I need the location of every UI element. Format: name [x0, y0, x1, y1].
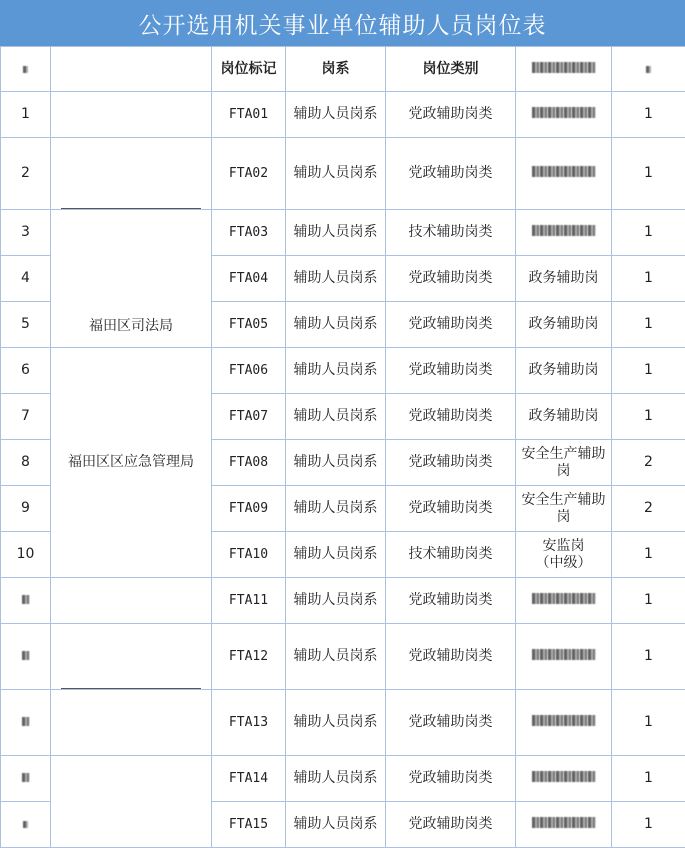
row-category: 党政辅助岗类	[386, 486, 516, 532]
header-row	[1, 47, 685, 92]
row-count: 1	[612, 624, 685, 690]
row-code: FTA01	[212, 92, 286, 138]
row-category: 技术辅助岗类	[386, 210, 516, 256]
row-position-name	[516, 578, 612, 624]
table-row	[1, 756, 685, 802]
row-position-name	[516, 802, 612, 848]
header-dept	[51, 47, 212, 92]
dept-cell	[51, 92, 212, 138]
row-code: FTA04	[212, 256, 286, 302]
row-position-name: 安全生产辅助岗	[516, 440, 612, 486]
row-no: 1	[1, 92, 51, 138]
row-series: 辅助人员岗系	[286, 486, 386, 532]
row-count: 1	[612, 302, 685, 348]
row-count: 1	[612, 92, 685, 138]
table-row	[1, 578, 685, 624]
row-count: 1	[612, 348, 685, 394]
dept-cell	[51, 690, 212, 756]
row-category: 党政辅助岗类	[386, 802, 516, 848]
header-count	[612, 47, 685, 92]
row-count: 1	[612, 138, 685, 210]
row-code: FTA05	[212, 302, 286, 348]
row-code: FTA10	[212, 532, 286, 578]
row-no: 10	[1, 532, 51, 578]
row-no: 6	[1, 348, 51, 394]
positions-table	[0, 46, 685, 848]
row-no: 2	[1, 138, 51, 210]
row-series: 辅助人员岗系	[286, 440, 386, 486]
row-count: 2	[612, 486, 685, 532]
row-code: FTA03	[212, 210, 286, 256]
row-count: 1	[612, 532, 685, 578]
row-no	[1, 624, 51, 690]
row-series: 辅助人员岗系	[286, 256, 386, 302]
table-row	[1, 348, 685, 394]
row-count: 1	[612, 802, 685, 848]
row-no	[1, 802, 51, 848]
row-series: 辅助人员岗系	[286, 532, 386, 578]
row-series: 辅助人员岗系	[286, 690, 386, 756]
row-count: 1	[612, 756, 685, 802]
header-category: 岗位类别	[386, 47, 516, 92]
dept-cell	[51, 578, 212, 624]
row-code: FTA15	[212, 802, 286, 848]
header-position-name	[516, 47, 612, 92]
row-category: 党政辅助岗类	[386, 348, 516, 394]
dept-cell	[51, 624, 212, 690]
row-category: 党政辅助岗类	[386, 578, 516, 624]
row-category: 党政辅助岗类	[386, 302, 516, 348]
header-series: 岗系	[286, 47, 386, 92]
row-category: 党政辅助岗类	[386, 256, 516, 302]
row-no: 8	[1, 440, 51, 486]
row-count: 1	[612, 256, 685, 302]
table-row	[1, 210, 685, 256]
row-category: 党政辅助岗类	[386, 138, 516, 210]
row-series: 辅助人员岗系	[286, 348, 386, 394]
row-series: 辅助人员岗系	[286, 624, 386, 690]
row-code: FTA07	[212, 394, 286, 440]
row-position-name: 安监岗 （中级）	[516, 532, 612, 578]
row-no	[1, 690, 51, 756]
row-category: 党政辅助岗类	[386, 394, 516, 440]
row-series: 辅助人员岗系	[286, 210, 386, 256]
row-code: FTA09	[212, 486, 286, 532]
row-position-name: 政务辅助岗	[516, 348, 612, 394]
row-series: 辅助人员岗系	[286, 578, 386, 624]
row-count: 1	[612, 210, 685, 256]
dept-cell-yingji: 福田区区应急管理局	[51, 348, 212, 578]
header-position-code: 岗位标记	[212, 47, 286, 92]
row-series: 辅助人员岗系	[286, 92, 386, 138]
table-row	[1, 690, 685, 756]
row-code: FTA11	[212, 578, 286, 624]
table-row	[1, 624, 685, 690]
row-position-name: 政务辅助岗	[516, 256, 612, 302]
row-position-name	[516, 756, 612, 802]
row-position-name: 安全生产辅助岗	[516, 486, 612, 532]
dept-cell	[51, 138, 212, 210]
dept-cell-sifa: 福田区司法局	[51, 210, 212, 348]
row-series: 辅助人员岗系	[286, 302, 386, 348]
row-no: 3	[1, 210, 51, 256]
row-category: 党政辅助岗类	[386, 440, 516, 486]
row-code: FTA14	[212, 756, 286, 802]
row-series: 辅助人员岗系	[286, 394, 386, 440]
row-series: 辅助人员岗系	[286, 756, 386, 802]
row-count: 1	[612, 578, 685, 624]
row-no	[1, 578, 51, 624]
row-category: 党政辅助岗类	[386, 756, 516, 802]
row-series: 辅助人员岗系	[286, 138, 386, 210]
row-no: 9	[1, 486, 51, 532]
row-category: 技术辅助岗类	[386, 532, 516, 578]
header-no	[1, 47, 51, 92]
row-series: 辅助人员岗系	[286, 802, 386, 848]
row-count: 2	[612, 440, 685, 486]
row-no: 5	[1, 302, 51, 348]
row-code: FTA06	[212, 348, 286, 394]
row-position-name	[516, 210, 612, 256]
row-position-name: 政务辅助岗	[516, 394, 612, 440]
row-position-name	[516, 690, 612, 756]
page-title: 公开选用机关事业单位辅助人员岗位表	[0, 0, 685, 46]
row-position-name	[516, 138, 612, 210]
row-category: 党政辅助岗类	[386, 690, 516, 756]
dept-cell	[51, 756, 212, 848]
row-no	[1, 756, 51, 802]
row-no: 7	[1, 394, 51, 440]
row-count: 1	[612, 690, 685, 756]
table-row	[1, 92, 685, 138]
row-category: 党政辅助岗类	[386, 624, 516, 690]
row-position-name: 政务辅助岗	[516, 302, 612, 348]
row-count: 1	[612, 394, 685, 440]
row-code: FTA12	[212, 624, 286, 690]
row-category: 党政辅助岗类	[386, 92, 516, 138]
row-position-name	[516, 92, 612, 138]
row-position-name	[516, 624, 612, 690]
row-code: FTA13	[212, 690, 286, 756]
row-code: FTA08	[212, 440, 286, 486]
table-row	[1, 138, 685, 210]
row-no: 4	[1, 256, 51, 302]
row-code: FTA02	[212, 138, 286, 210]
